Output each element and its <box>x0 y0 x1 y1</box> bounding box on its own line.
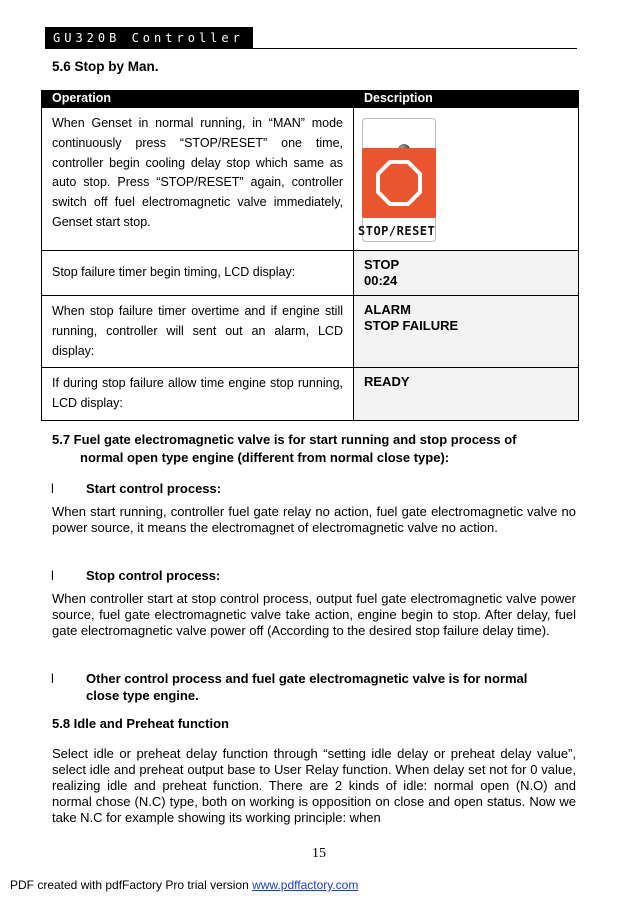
operation-cell: If during stop failure allow time engine stop running, LCD display: <box>42 368 354 421</box>
operation-cell: When stop failure timer overtime and if engine still running, controller will sent out an alarm, LCD display: <box>42 296 354 368</box>
operation-cell: Stop failure timer begin timing, LCD display: <box>42 251 354 296</box>
section-5-7-title-line2: normal open type engine (different from normal close type): <box>80 450 450 465</box>
pdffactory-link[interactable]: www.pdffactory.com <box>252 878 359 892</box>
table-row <box>42 251 579 296</box>
table-row <box>42 368 579 421</box>
pdf-footer <box>10 878 358 892</box>
start-control-text: When start running, controller fuel gate relay no action, fuel gate electromagnetic valve no power source, it means the electromagnet of electromagnetic valve no action. <box>52 504 576 535</box>
lcd-line: STOP <box>364 257 400 272</box>
table-header-row <box>42 91 579 108</box>
footer-text: PDF created with pdfFactory Pro trial version <box>10 878 253 892</box>
section-5-8-title: 5.8 Idle and Preheat function <box>52 716 229 731</box>
lcd-display-cell <box>354 251 579 296</box>
lcd-line: ALARM <box>364 302 411 317</box>
idle-preheat-text: Select idle or preheat delay function through “setting idle delay or preheat delay value”, select idle and preheat output base to User Relay function. When delay set not for 0 value, realizing idle and preheat function. There are 2 kinds of idle: normal open (N.O) and normal chose (N.C) type, both on working is opposition on close and open status. Now we take N.C for example showing its working principle: when <box>52 746 576 825</box>
stop-reset-button-illustration <box>354 108 578 250</box>
lcd-line: STOP FAILURE <box>364 318 459 333</box>
operation-table <box>41 90 579 421</box>
lcd-line: 00:24 <box>364 273 398 288</box>
stop-control-text: When controller start at stop control process, output fuel gate electromagnetic valve power source, fuel gate electromagnetic valve take action, engine begin to stop. After delay, fuel gate electromagnetic valve power off (According to the desired stop failure delay time). <box>52 591 576 638</box>
table-row <box>42 296 579 368</box>
description-column-header: Description <box>354 91 579 108</box>
table-row <box>42 108 579 251</box>
stop-reset-label: STOP/RESET <box>358 224 436 238</box>
header-rule <box>45 48 577 49</box>
other-control-title-line2: close type engine. <box>86 688 199 703</box>
bullet-marker: l <box>51 568 54 583</box>
stop-control-title: Stop control process: <box>86 568 221 583</box>
operation-column-header: Operation <box>42 91 354 108</box>
operation-cell: When Genset in normal running, in “MAN” mode continuously press “STOP/RESET” one time, controller begin cooling delay stop which same as auto stop. Press “STOP/RESET” again, controller switch off fuel electromagnetic valve immediately, Genset start stop. <box>42 108 354 251</box>
bullet-marker: l <box>51 481 54 496</box>
octagon-stop-icon <box>374 158 424 208</box>
page-number: 15 <box>312 846 326 861</box>
manual-header-title: GU320B Controller Manual <box>45 27 253 49</box>
other-control-title-line1: Other control process and fuel gate electromagnetic valve is for normal <box>86 671 528 686</box>
section-5-7-title-line1: 5.7 Fuel gate electromagnetic valve is for start running and stop process of <box>52 432 517 447</box>
start-control-title: Start control process: <box>86 481 222 496</box>
lcd-display-cell <box>354 368 579 421</box>
button-illustration-cell <box>354 108 579 251</box>
stop-reset-key <box>362 148 436 218</box>
bullet-marker: l <box>51 671 54 686</box>
lcd-line: READY <box>364 374 410 390</box>
lcd-display-cell <box>354 296 579 368</box>
section-5-6-title: 5.6 Stop by Man. <box>52 59 159 74</box>
